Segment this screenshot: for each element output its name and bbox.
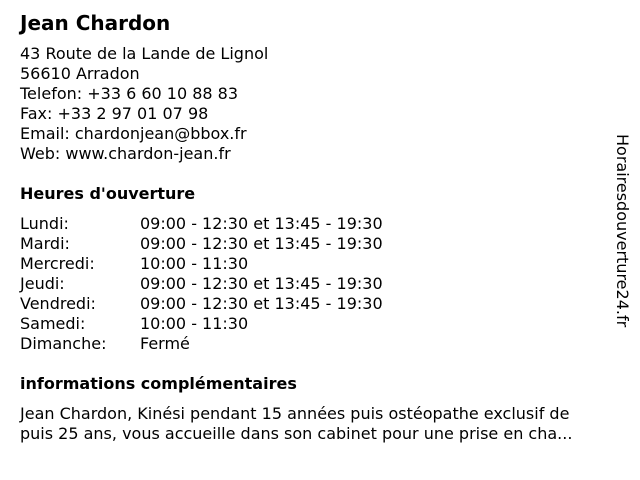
hours-day: Mercredi:: [20, 254, 95, 273]
info-line-2: puis 25 ans, vous accueille dans son cabinet pour une prise en cha...: [20, 424, 573, 443]
hours-row-thursday: [20, 274, 383, 294]
hours-time: 09:00 - 12:30 et 13:45 - 19:30: [140, 214, 383, 233]
contact-block: [20, 44, 268, 164]
hours-row-tuesday: [20, 234, 383, 254]
hours-row-friday: [20, 294, 383, 314]
site-watermark: Horairesdouverture24.fr: [613, 134, 632, 328]
info-line-1: Jean Chardon, Kinési pendant 15 années puis ostéopathe exclusif de: [20, 404, 570, 423]
hours-day: Mardi:: [20, 234, 70, 253]
hours-row-monday: [20, 214, 383, 234]
address-line-2: 56610 Arradon: [20, 64, 140, 83]
hours-time: 09:00 - 12:30 et 13:45 - 19:30: [140, 294, 383, 313]
hours-day: Samedi:: [20, 314, 86, 333]
hours-table: [20, 214, 383, 354]
page-title: Jean Chardon: [20, 11, 171, 35]
hours-row-sunday: [20, 334, 383, 354]
hours-day: Vendredi:: [20, 294, 96, 313]
hours-time: Fermé: [140, 334, 190, 353]
hours-heading: Heures d'ouverture: [20, 184, 196, 203]
fax-text: Fax: +33 2 97 01 07 98: [20, 104, 209, 123]
hours-row-saturday: [20, 314, 383, 334]
hours-time: 09:00 - 12:30 et 13:45 - 19:30: [140, 274, 383, 293]
info-description: [20, 404, 620, 444]
info-heading: informations complémentaires: [20, 374, 297, 393]
address-line-1: 43 Route de la Lande de Lignol: [20, 44, 269, 63]
phone-text: Telefon: +33 6 60 10 88 83: [20, 84, 239, 103]
hours-day: Lundi:: [20, 214, 69, 233]
hours-row-wednesday: [20, 254, 383, 274]
hours-time: 10:00 - 11:30: [140, 314, 249, 333]
hours-day: Dimanche:: [20, 334, 107, 353]
web-text: Web: www.chardon-jean.fr: [20, 144, 231, 163]
hours-day: Jeudi:: [20, 274, 65, 293]
hours-time: 10:00 - 11:30: [140, 254, 249, 273]
email-text: Email: chardonjean@bbox.fr: [20, 124, 247, 143]
hours-time: 09:00 - 12:30 et 13:45 - 19:30: [140, 234, 383, 253]
